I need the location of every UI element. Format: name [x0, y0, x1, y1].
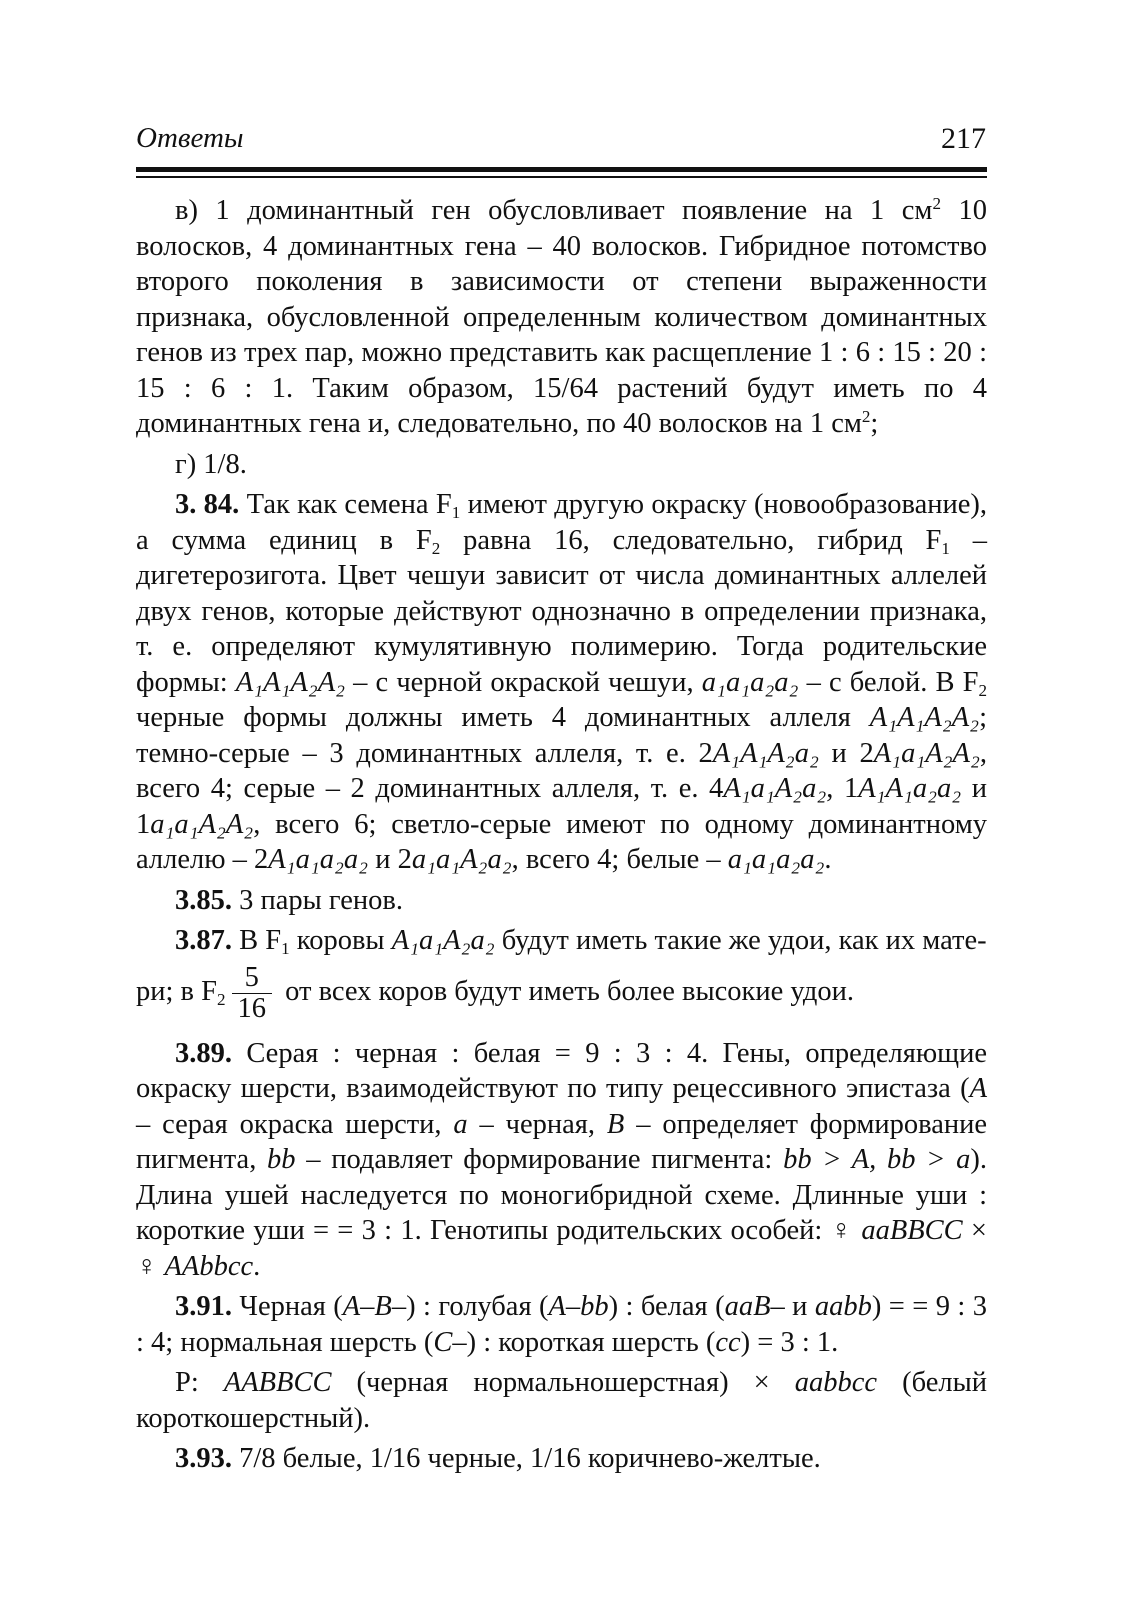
answer-3-93: 3.93. 7/8 белые, 1/16 черные, 1/16 коричнево-желтые. [175, 1443, 821, 1474]
answer-number: 3.93. [175, 1443, 232, 1474]
answer-number: 3.89. [175, 1037, 232, 1069]
answer-3-91: 3.91. Черная (A–B–) : голубая (A–bb) : белая (aaB– и aabb) = = 9 : 3 : 4; нормальная шерсть (C–) : короткая шерсть (cc) = 3 : 1. [136, 1291, 987, 1358]
fraction: $\frac{5}{16}$ [232, 963, 273, 1024]
answer-number: 3.85. [175, 884, 232, 916]
answer-3-85: 3.85. 3 пары генов. [175, 884, 403, 916]
answer-3-89: 3.89. Серая : черная : белая = 9 : 3 : 4. Гены, определяющие окраску шерсти, взаимодействуют по типу рецессивного эпистаза (A – серая окраска шерсти, a – черная, B – определяет формирование пигмента, bb – подавляет формирование пигмента: bb > A, bb > a). Длина ушей наследуется по моногибридной схеме. Длинные уши : короткие уши = = 3 : 1. Генотипы родительских особей: ♀ aaBBCC × ♀ AAbbcc. [136, 1037, 987, 1282]
answer-paragraph-v: в) 1 доминантный ген обусловливает появление на 1 $см^2$ 10 волосков, 4 доминантных гена – 40 волосков. Гибридное потомство второго поколения в зависимости от степени выраженности признака, обусловленной определенным количеством доминантных генов из трех пар, можно представить как расщепление 1 : 6 : 15 : 20 : 15 : 6 : 1. Таким образом, 15/64 растений будут иметь по 4 доминантных гена и, следовательно, по 40 волосков на 1 $см^2$; [136, 193, 987, 439]
section-title: Ответы [136, 122, 244, 154]
answer-number: 3.91. [175, 1291, 232, 1322]
page-number: 217 [941, 122, 986, 155]
answers-text [136, 193, 987, 1477]
answer-paragraph-g: г) 1/8. [175, 448, 247, 480]
header-rule-thick [136, 167, 987, 172]
answer-3-91-cross: P: AABBCC (черная нормальношерстная) × aabbcc (белый короткошерстный). [136, 1367, 987, 1434]
running-header [136, 122, 986, 162]
answer-3-87: 3.87. В $F_1$ коровы A₁a₁A₂a₂ будут иметь такие же удои, как их мате- [175, 925, 987, 958]
answer-number: 3. 84. [175, 489, 240, 520]
answer-number: 3.87. [175, 925, 232, 956]
header-rule-thin [136, 176, 987, 178]
answer-3-84: 3. 84. Так как семена $F_1$ имеют другую окраску (новообразование), а сумма единиц в $F_2$ равна 16, следовательно, гибрид $F_1$ – дигетерозигота. Цвет чешуи зависит от числа доминантных аллелей двух генов, которые действуют однозначно в определении признака, т. е. определяют кумулятивную полимерию. Тогда родительские формы: A₁A₁A₂A₂ – с черной окраской чешуи, a₁a₁a₂a₂ – с белой. В $F_2$ черные формы должны иметь 4 доминантных аллеля A₁A₁A₂A₂; темно-серые – 3 доминантных аллеля, т. е. 2A₁A₁A₂a₂ и 2A₁a₁A₂A₂, всего 4; серые – 2 доминантных аллеля, т. е. 4A₁a₁A₂a₂, 1A₁A₁a₂a₂ и 1a₁a₁A₂A₂, всего 6; светло-серые имеют по одному доминантному аллелю – 2A₁a₁a₂a₂ и 2a₁a₁A₂a₂, всего 4; белые – a₁a₁a₂a₂. [136, 489, 988, 875]
answer-3-87-continued: ри; в $F_2$ $\frac{5}{16}$ от всех коров будут иметь более высокие удои. [136, 961, 854, 1024]
